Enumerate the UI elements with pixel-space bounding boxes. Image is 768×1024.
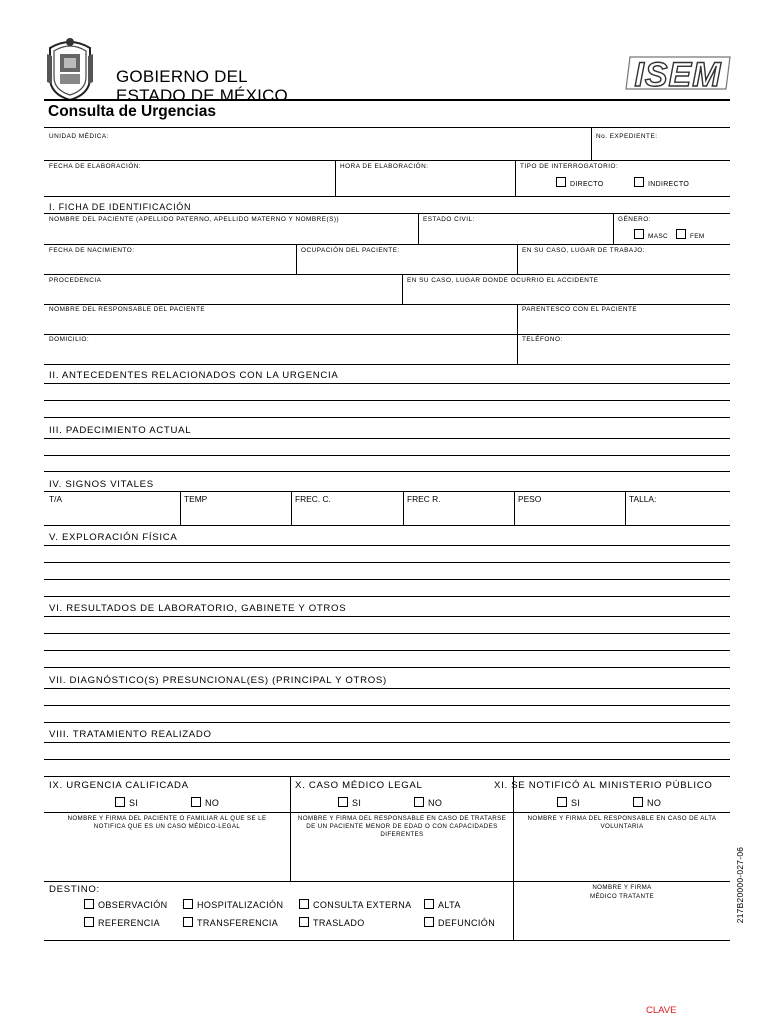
writing-line[interactable]: [44, 650, 730, 651]
writing-line[interactable]: [44, 633, 730, 634]
destino-traslado-checkbox[interactable]: [299, 917, 365, 928]
ministerio-no-box[interactable]: [633, 797, 643, 807]
observacion-box[interactable]: [84, 899, 94, 909]
estado-civil-field[interactable]: ESTADO CIVIL:: [423, 216, 475, 223]
observacion-label: OBSERVACIÓN: [98, 900, 168, 910]
vital-frec-r[interactable]: FREC R.: [407, 494, 441, 504]
grid-line: [44, 213, 730, 214]
hora-elaboracion-field[interactable]: HORA DE ELABORACIÓN:: [340, 163, 429, 170]
header-rule: [44, 99, 730, 101]
legal-si-box[interactable]: [338, 797, 348, 807]
consulta-externa-label: CONSULTA EXTERNA: [313, 900, 412, 910]
nombre-paciente-field[interactable]: NOMBRE DEL PACIENTE (APELLIDO PATERNO, APELLIDO MATERNO Y NOMBRE(S)): [49, 216, 340, 223]
section-antecedentes-title: II. ANTECEDENTES RELACIONADOS CON LA URGENCIA: [49, 370, 339, 381]
grid-line: [44, 491, 730, 492]
writing-line[interactable]: [44, 688, 730, 689]
urgencia-no-label: NO: [205, 798, 220, 808]
referencia-label: REFERENCIA: [98, 918, 161, 928]
grid-line: [403, 491, 404, 525]
writing-line[interactable]: [44, 438, 730, 439]
indirecto-checkbox[interactable]: [634, 177, 689, 190]
section-exploracion-title: V. EXPLORACIÓN FÍSICA: [49, 532, 178, 543]
writing-line[interactable]: [44, 400, 730, 401]
writing-line[interactable]: [44, 471, 730, 472]
fecha-nacimiento-field[interactable]: FECHA DE NACIMIENTO:: [49, 247, 135, 254]
domicilio-field[interactable]: DOMICILIO:: [49, 336, 90, 343]
section-signos-title: IV. SIGNOS VITALES: [49, 479, 154, 490]
legal-si-checkbox[interactable]: [338, 797, 361, 808]
section-diagnostico-title: VII. DIAGNÓSTICO(S) PRESUNCIONAL(ES) (PRINCIPAL Y OTROS): [49, 675, 387, 686]
writing-line[interactable]: [44, 776, 730, 777]
masc-checkbox[interactable]: [634, 229, 668, 242]
referencia-box[interactable]: [84, 917, 94, 927]
grid-line: [335, 160, 336, 196]
ministerio-no-checkbox[interactable]: [633, 797, 661, 808]
fem-label: FEM: [690, 233, 705, 240]
grid-line: [513, 776, 514, 940]
form-side-code: 217B20000-027-06: [735, 846, 745, 924]
gov-title-line1: GOBIERNO DEL: [116, 67, 248, 86]
grid-line: [514, 491, 515, 525]
destino-hospitalizacion-checkbox[interactable]: [183, 899, 283, 910]
directo-box[interactable]: [556, 177, 566, 187]
caso-medico-legal-title: X. CASO MÉDICO LEGAL: [295, 780, 423, 791]
directo-checkbox[interactable]: [556, 177, 603, 190]
writing-line[interactable]: [44, 417, 730, 418]
firma-paciente-caption: NOMBRE Y FIRMA DEL PACIENTE O FAMILIAR AL QUE SE LE NOTIFICA QUE ES UN CASO MÉDICO-LEGAL: [67, 815, 267, 830]
legal-no-box[interactable]: [414, 797, 424, 807]
vital-talla[interactable]: TALLA:: [629, 494, 657, 504]
grid-line: [44, 160, 730, 161]
fem-checkbox[interactable]: [676, 229, 705, 242]
writing-line[interactable]: [44, 667, 730, 668]
grid-line: [591, 127, 592, 160]
fem-box[interactable]: [676, 229, 686, 239]
alta-box[interactable]: [424, 899, 434, 909]
indirecto-box[interactable]: [634, 177, 644, 187]
procedencia-field[interactable]: PROCEDENCIA: [49, 277, 102, 284]
grid-line: [44, 881, 730, 882]
firma-medico-line1: NOMBRE Y FIRMA: [592, 884, 652, 891]
defuncion-box[interactable]: [424, 917, 434, 927]
grid-line: [44, 304, 730, 305]
writing-line[interactable]: [44, 742, 730, 743]
parentesco-field[interactable]: PARENTESCO CON EL PACIENTE: [522, 306, 638, 313]
telefono-field[interactable]: TELÉFONO:: [522, 336, 563, 343]
clave-label: CLAVE: [646, 1005, 677, 1016]
hospitalizacion-box[interactable]: [183, 899, 193, 909]
hospitalizacion-label: HOSPITALIZACIÓN: [197, 900, 284, 910]
indirecto-label: INDIRECTO: [648, 181, 690, 188]
destino-consulta-externa-checkbox[interactable]: [299, 899, 412, 910]
firma-alta-voluntaria-caption: NOMBRE Y FIRMA DEL RESPONSABLE EN CASO DE ALTA VOLUNTARIA: [527, 815, 717, 830]
destino-transferencia-checkbox[interactable]: [183, 917, 278, 928]
alta-label: ALTA: [438, 900, 461, 910]
nombre-responsable-field[interactable]: NOMBRE DEL RESPONSABLE DEL PACIENTE: [49, 306, 206, 313]
vital-peso[interactable]: PESO: [518, 494, 542, 504]
isem-logo: [620, 53, 732, 95]
destino-observacion-checkbox[interactable]: [84, 899, 168, 910]
traslado-box[interactable]: [299, 917, 309, 927]
section-identificacion-title: I. FICHA DE IDENTIFICACIÓN: [49, 202, 192, 212]
writing-line[interactable]: [44, 383, 730, 384]
urgencia-no-box[interactable]: [191, 797, 201, 807]
vital-frec-c[interactable]: FREC. C.: [295, 494, 331, 504]
writing-line[interactable]: [44, 562, 730, 563]
directo-label: DIRECTO: [570, 181, 604, 188]
grid-line: [296, 244, 297, 274]
tipo-interrogatorio-label: TIPO DE INTERROGATORIO:: [520, 163, 619, 170]
grid-line: [180, 491, 181, 525]
destino-label: DESTINO:: [49, 884, 100, 895]
fecha-elaboracion-field[interactable]: FECHA DE ELABORACIÓN:: [49, 163, 142, 170]
firma-responsable-menor-caption: NOMBRE Y FIRMA DEL RESPONSABLE EN CASO DE TRATARSE DE UN PACIENTE MENOR DE EDAD O CON CAPACIDADES DIFERENTES: [297, 815, 507, 838]
writing-line[interactable]: [44, 722, 730, 723]
grid-line: [44, 940, 730, 941]
form-title: Consulta de Urgencias: [48, 103, 216, 120]
legal-no-checkbox[interactable]: [414, 797, 442, 808]
transferencia-label: TRANSFERENCIA: [197, 918, 279, 928]
grid-line: [402, 274, 403, 304]
grid-line: [44, 525, 730, 526]
grid-line: [44, 812, 730, 813]
ministerio-si-label: SI: [571, 798, 581, 808]
transferencia-box[interactable]: [183, 917, 193, 927]
urgencia-si-box[interactable]: [115, 797, 125, 807]
urgencia-si-label: SI: [129, 798, 139, 808]
defuncion-label: DEFUNCIÓN: [438, 918, 496, 928]
genero-label: GÉNERO:: [618, 216, 651, 223]
writing-line[interactable]: [44, 616, 730, 617]
ocupacion-field[interactable]: OCUPACIÓN DEL PACIENTE:: [301, 247, 400, 254]
urgencia-si-checkbox[interactable]: [115, 797, 138, 808]
writing-line[interactable]: [44, 759, 730, 760]
vital-ta[interactable]: T/A: [49, 494, 63, 504]
firma-medico-line2: MÉDICO TRATANTE: [589, 893, 655, 900]
section-padecimiento-title: III. PADECIMIENTO ACTUAL: [49, 425, 192, 436]
grid-line: [44, 364, 730, 365]
grid-line: [44, 127, 730, 128]
section-resultados-title: VI. RESULTADOS DE LABORATORIO, GABINETE Y OTROS: [49, 603, 347, 614]
section-tratamiento-title: VIII. TRATAMIENTO REALIZADO: [49, 729, 212, 740]
writing-line[interactable]: [44, 579, 730, 580]
urgencia-calificada-title: IX. URGENCIA CALIFICADA: [49, 780, 189, 791]
urgencia-no-checkbox[interactable]: [191, 797, 219, 808]
destino-referencia-checkbox[interactable]: [84, 917, 160, 928]
unidad-medica-field[interactable]: UNIDAD MÉDICA:: [49, 133, 109, 140]
grid-line: [44, 196, 730, 197]
writing-line[interactable]: [44, 596, 730, 597]
ministerio-no-label: NO: [647, 798, 662, 808]
legal-no-label: NO: [428, 798, 443, 808]
writing-line[interactable]: [44, 455, 730, 456]
lugar-accidente-field[interactable]: EN SU CASO, LUGAR DONDE OCURRIO EL ACCIDENTE: [407, 277, 599, 284]
grid-line: [44, 334, 730, 335]
destino-alta-checkbox[interactable]: [424, 899, 461, 910]
grid-line: [517, 244, 518, 274]
legal-si-label: SI: [352, 798, 362, 808]
state-seal-logo: [44, 34, 96, 102]
writing-line[interactable]: [44, 705, 730, 706]
grid-line: [290, 776, 291, 881]
grid-line: [418, 213, 419, 244]
gov-title-line2: ESTADO DE MÉXICO: [116, 86, 288, 105]
lugar-trabajo-field[interactable]: EN SU CASO, LUGAR DE TRABAJO:: [522, 247, 646, 254]
grid-line: [44, 244, 730, 245]
grid-line: [44, 274, 730, 275]
consulta-externa-box[interactable]: [299, 899, 309, 909]
masc-box[interactable]: [634, 229, 644, 239]
destino-defuncion-checkbox[interactable]: [424, 917, 495, 928]
grid-line: [625, 491, 626, 525]
ministerio-si-box[interactable]: [557, 797, 567, 807]
ministerio-publico-title: XI. SE NOTIFICÓ AL MINISTERIO PÚBLICO: [494, 780, 713, 791]
grid-line: [515, 160, 516, 196]
isem-logo-text: ISEM: [634, 56, 722, 94]
vital-temp[interactable]: TEMP: [184, 494, 208, 504]
writing-line[interactable]: [44, 545, 730, 546]
masc-label: MASC: [648, 233, 668, 240]
no-expediente-field[interactable]: No. EXPEDIENTE:: [596, 133, 658, 140]
grid-line: [291, 491, 292, 525]
grid-line: [613, 213, 614, 244]
ministerio-si-checkbox[interactable]: [557, 797, 580, 808]
traslado-label: TRASLADO: [313, 918, 365, 928]
